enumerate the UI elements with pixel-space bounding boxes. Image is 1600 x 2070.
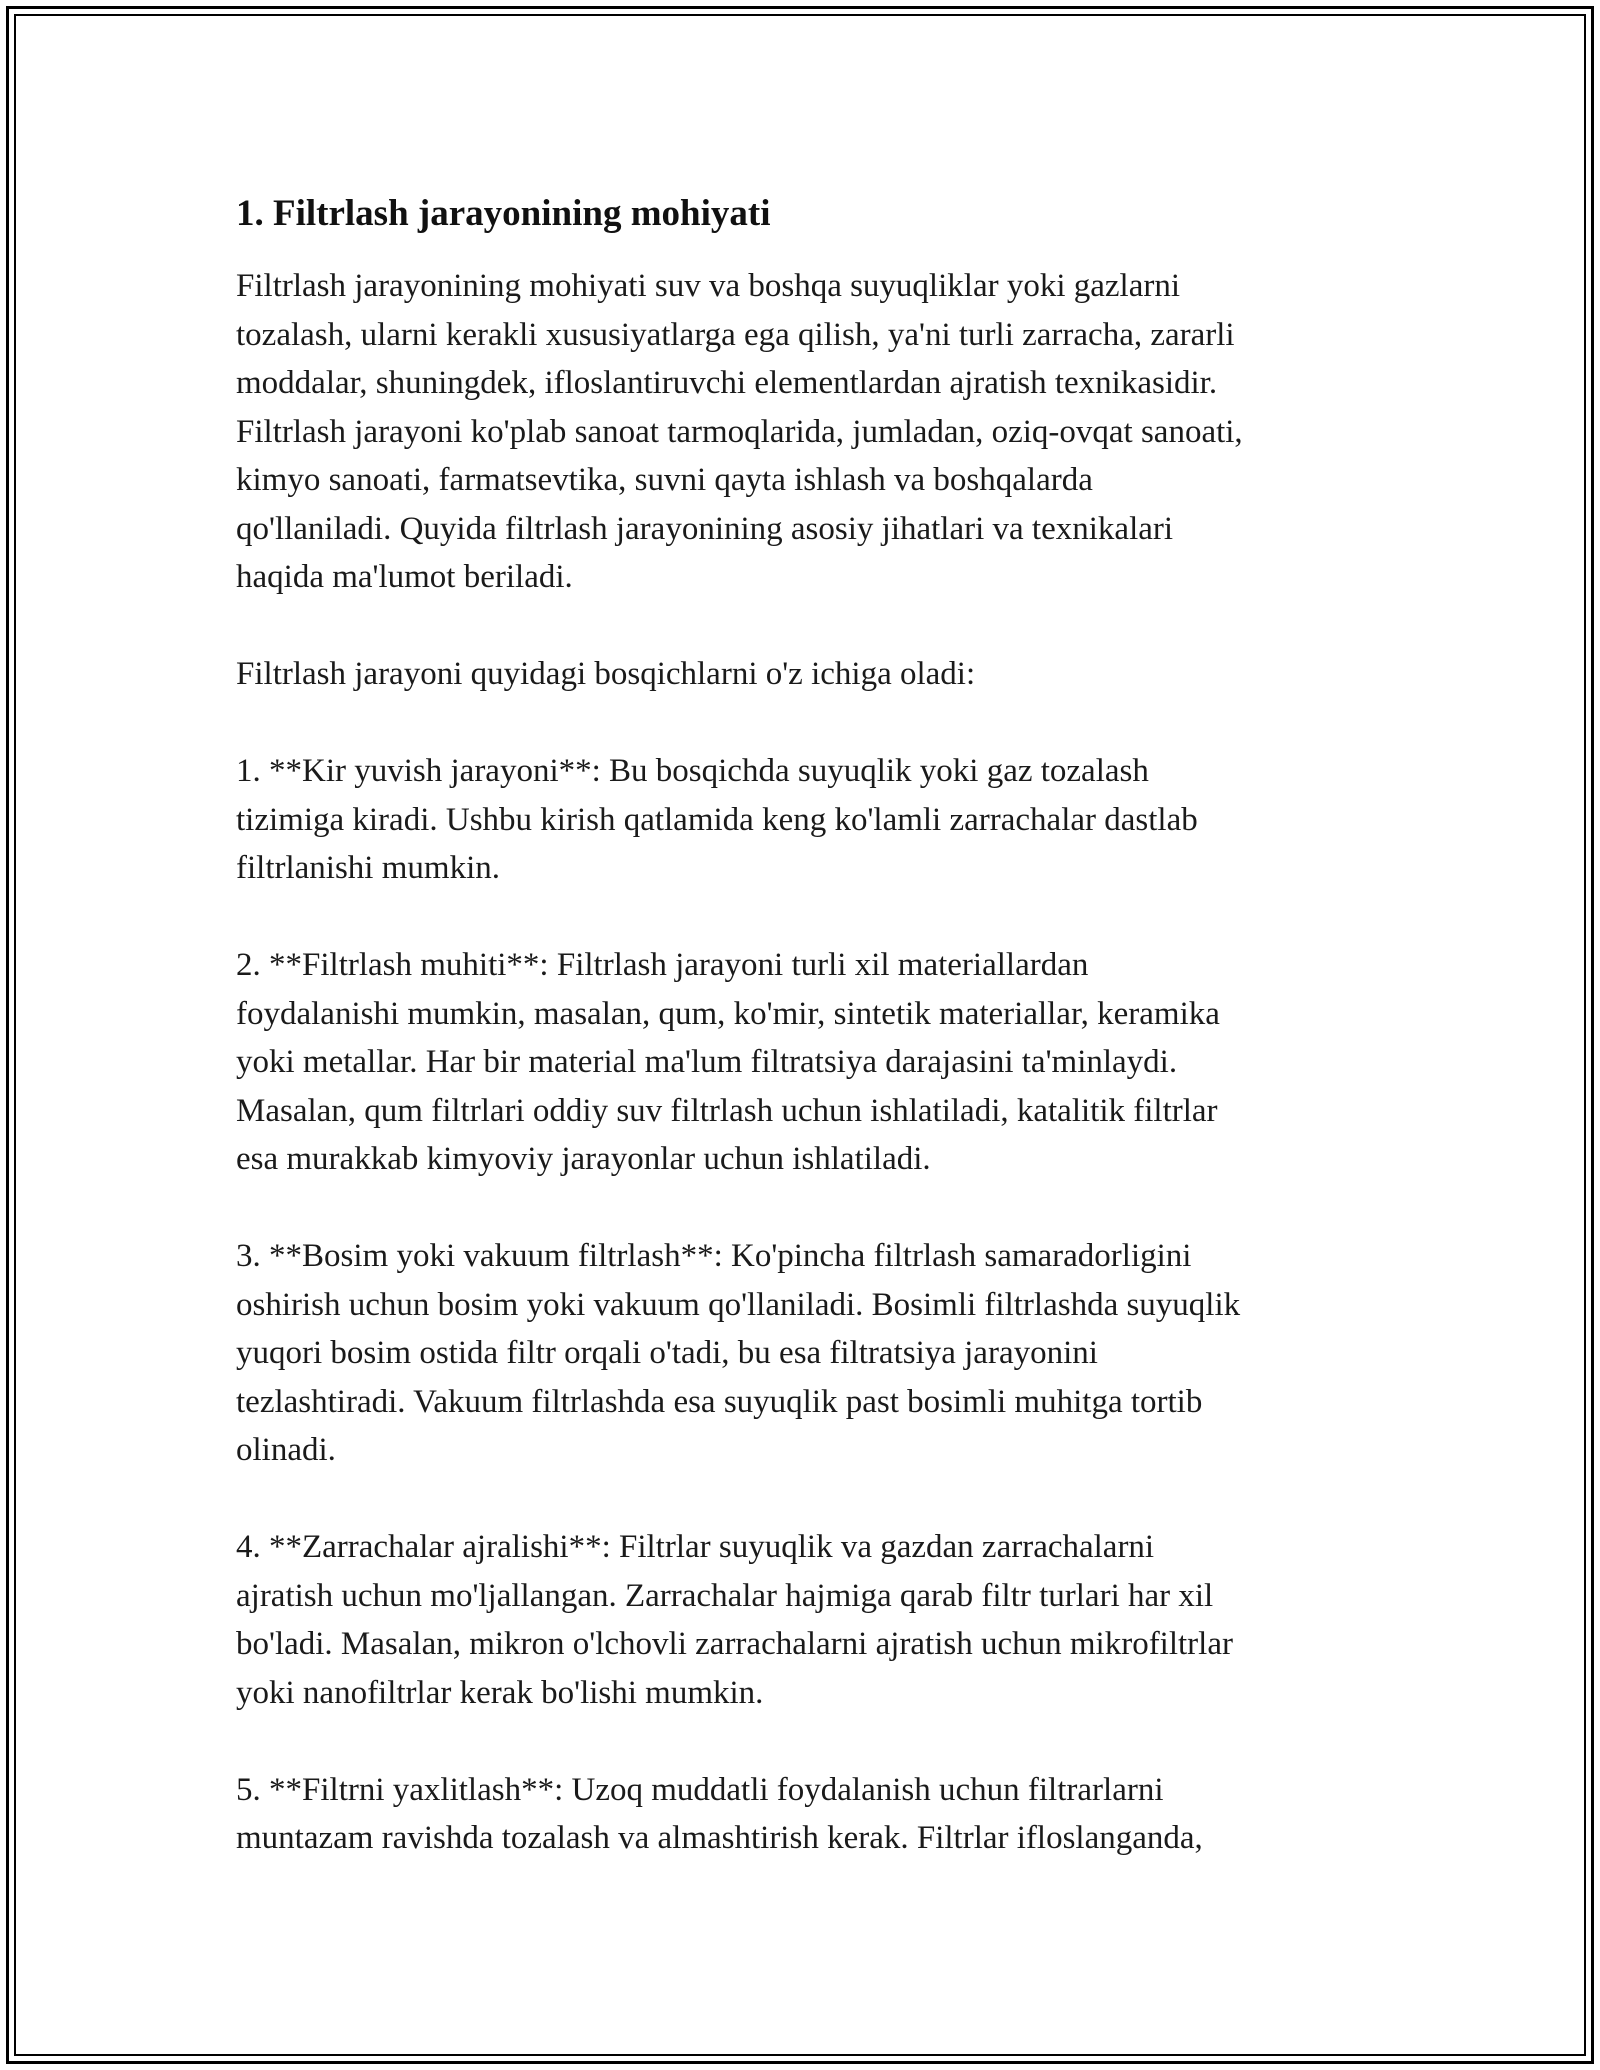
paragraph-intro — [236, 262, 1371, 602]
text-line: yoki nanofiltrlar kerak bo'lishi mumkin. — [236, 1674, 764, 1711]
text-line: filtrlanishi mumkin. — [236, 850, 500, 886]
text-line: tozalash, ularni kerakli xususiyatlarga ega qilish, ya'ni turli zarracha, zararli — [236, 316, 1235, 353]
paragraph-step-1 — [236, 747, 1371, 893]
section-heading: 1. Filtrlash jarayonining mohiyati — [236, 193, 771, 234]
text-line: ajratish uchun mo'ljallangan. Zarrachalar hajmiga qarab filtr turlari har xil — [236, 1577, 1214, 1614]
text-line: muntazam ravishda tozalash va almashtirish kerak. Filtrlar ifloslanganda, — [236, 1820, 1203, 1856]
paragraph-step-3 — [236, 1232, 1371, 1475]
paragraph-step-5 — [236, 1766, 1371, 1863]
document-body — [236, 190, 1371, 1911]
text-line: Masalan, qum filtrlari oddiy suv filtrlash uchun ishlatiladi, katalitik filtrlar — [236, 1092, 1218, 1129]
text-line: 1. **Kir yuvish jarayoni**: Bu bosqichda suyuqlik yoki gaz tozalash — [236, 753, 1149, 789]
text-line: haqida ma'lumot beriladi. — [236, 559, 573, 595]
text-line: tezlashtiradi. Vakuum filtrlashda esa suyuqlik past bosimli muhitga tortib — [236, 1383, 1203, 1420]
text-line: bo'ladi. Masalan, mikron o'lchovli zarrachalarni ajratish uchun mikrofiltrlar — [236, 1626, 1233, 1662]
text-line: yuqori bosim ostida filtr orqali o'tadi, bu esa filtratsiya jarayonini — [236, 1335, 1098, 1371]
text-line: 3. **Bosim yoki vakuum filtrlash**: Ko'pincha filtrlash samaradorligini — [236, 1238, 1192, 1274]
text-line: qo'llaniladi. Quyida filtrlash jarayonining asosiy jihatlari va texnikalari — [236, 510, 1174, 547]
text-line: olinadi. — [236, 1432, 336, 1468]
text-line: Filtrlash jarayoni quyidagi bosqichlarni o'z ichiga oladi: — [236, 656, 976, 692]
paragraph-stages-intro — [236, 650, 1371, 699]
text-line: tizimiga kiradi. Ushbu kirish qatlamida keng ko'lamli zarrachalar dastlab — [236, 801, 1198, 838]
paragraph-step-2 — [236, 941, 1371, 1184]
text-line: moddalar, shuningdek, ifloslantiruvchi elementlardan ajratish texnikasidir. — [236, 365, 1218, 401]
text-line: 5. **Filtrni yaxlitlash**: Uzoq muddatli foydalanish uchun filtrarlarni — [236, 1771, 1164, 1808]
text-line: Filtrlash jarayoni ko'plab sanoat tarmoqlarida, jumladan, oziq-ovqat sanoati, — [236, 413, 1243, 450]
text-line: foydalanishi mumkin, masalan, qum, ko'mir, sintetik materiallar, keramika — [236, 995, 1220, 1032]
text-line: oshirish uchun bosim yoki vakuum qo'llaniladi. Bosimli filtrlashda suyuqlik — [236, 1286, 1241, 1323]
text-line: 2. **Filtrlash muhiti**: Filtrlash jarayoni turli xil materiallardan — [236, 947, 1089, 983]
text-line: esa murakkab kimyoviy jarayonlar uchun ishlatiladi. — [236, 1141, 931, 1177]
text-line: Filtrlash jarayonining mohiyati suv va boshqa suyuqliklar yoki gazlarni — [236, 268, 1181, 304]
paragraph-step-4 — [236, 1523, 1371, 1717]
text-line: yoki metallar. Har bir material ma'lum filtratsiya darajasini ta'minlaydi. — [236, 1044, 1178, 1080]
text-line: kimyo sanoati, farmatsevtika, suvni qayta ishlash va boshqalarda — [236, 462, 1093, 498]
text-line: 4. **Zarrachalar ajralishi**: Filtrlar suyuqlik va gazdan zarrachalarni — [236, 1529, 1155, 1565]
